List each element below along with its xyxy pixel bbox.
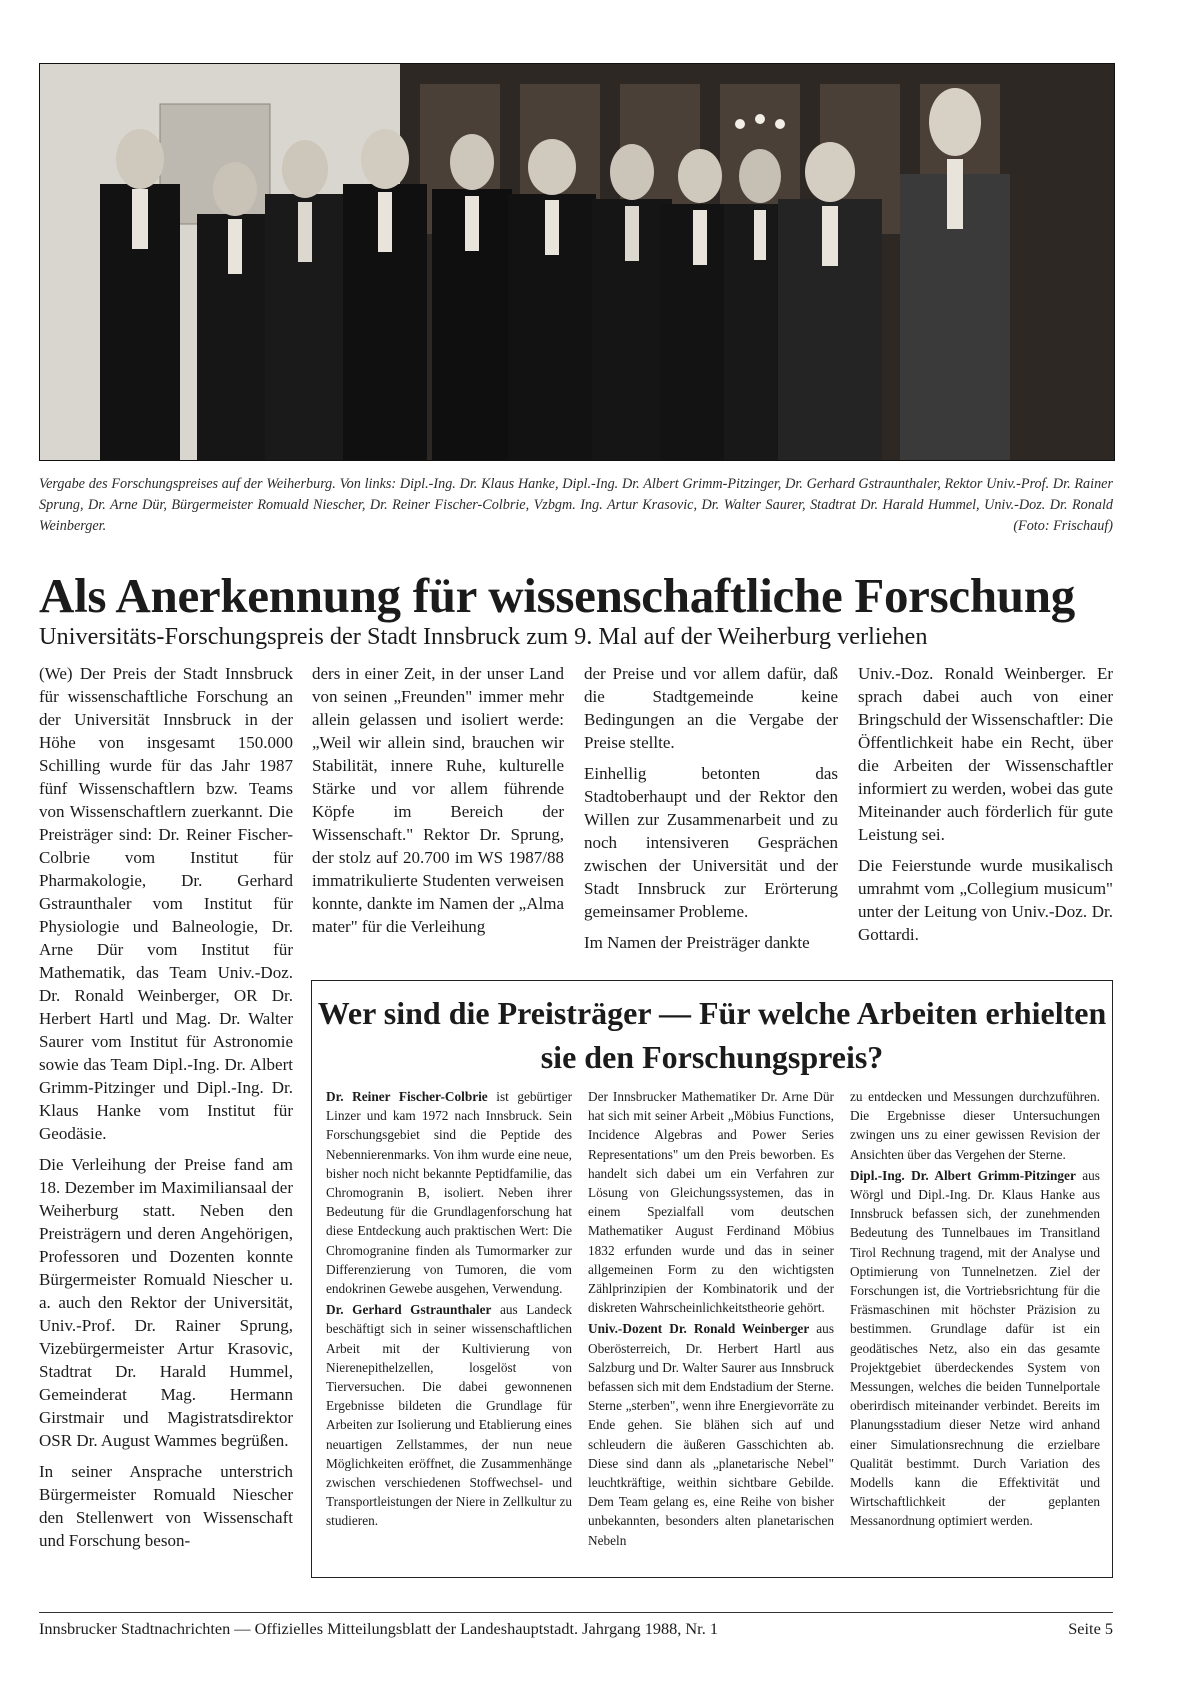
photo-caption — [39, 474, 1113, 537]
article-paragraph: Im Namen der Preisträger dankte — [584, 933, 810, 952]
box-column-1 — [326, 1087, 572, 1533]
article-paragraph: (We) Der Preis der Stadt Innsbruck für wissenschaftliche Forschung an der Universität Innsbruck in der Höhe von insgesamt 150.000 Schilling wurde für das Jahr 1987 fünf Wissenschaftlern bzw. Teams von Wissenschaftlern zuerkannt. Die Preisträger sind: Dr. Reiner Fischer-Colbrie vom Institut für Pharmakologie, Dr. Gerhard Gstraunthaler vom Institut für Physiologie und Balneologie, Dr. Arne Dür vom Institut für Mathematik, das Team Univ.-Doz. Dr. Ronald Weinberger, OR Dr. Herbert Hartl und Mag. Dr. Walter Saurer vom Institut für Astronomie sowie das Team Dipl.-Ing. Dr. Albert Grimm-Pitzinger und Dipl.-Ing. Dr. Klaus Hanke vom Institut für Geodäsie. — [39, 664, 293, 1143]
box-text: ist gebürtiger Linzer und kam 1972 nach Innsbruck. Sein Forschungsgebiet sind die Peptide des Nebennierenmarks. Von ihm wurde eine neue, bisher noch nicht bekannte Peptidfamilie, das Chromogranin B, isoliert. Neben ihrer Bedeutung für die Grundlagenforschung hat diese Entdeckung auch praktischen Wert: Die Chromogranine finden als Tumormarker zur Differenzierung von Tumoren, die vom endokrinen Gewebe ausgehen, Verwendung. — [326, 1089, 573, 1297]
box-lead: Univ.-Dozent Dr. Ronald Weinberger — [588, 1321, 810, 1337]
box-paragraph — [326, 1087, 572, 1298]
box-column-3 — [850, 1087, 1100, 1533]
article-column-1 — [39, 662, 293, 1560]
group-photo-illustration — [40, 64, 1114, 460]
box-paragraph — [850, 1166, 1100, 1531]
box-text: aus Wörgl und Dipl.-Ing. Dr. Klaus Hanke aus Innsbruck befassen sich, der zunehmenden Bedeutung des Tunnelbaues im Transitland Tirol Rechnung tragend, mit der Analyse und Optimierung von Tunnelnetzen. Ziel der Forschungen ist, die Vortriebsrichtung für die Fräsmaschinen mit höchster Präzision zu bestimmen. Grundlage dafür ist ein geodätisches Netz, also ein das gesamte Projektgebiet überdeckendes System von Messungen, welches die beiden Tunnelportale oberirdisch miteinander verbindet. Bereits im Planungsstadium dieser Netze wird anhand einer Simulationsrechnung die erzielbare Qualität bestimmt. Durch Variation des Modells kann die Effektivität und Wirtschaftlichkeit der geplanten Messanordnung optimiert werden. — [850, 1167, 1100, 1529]
article-subheadline: Universitäts-Forschungspreis der Stadt Innsbruck zum 9. Mal auf der Weiherburg verliehen — [39, 623, 928, 650]
article-column-2 — [312, 662, 564, 946]
article-headline: Als Anerkennung für wissenschaftliche Forschung — [39, 568, 1075, 623]
box-title: Wer sind die Preisträger — Für welche Arbeiten erhielten sie den Forschungspreis? — [317, 995, 1107, 1075]
photo-credit: (Foto: Frischauf) — [1013, 518, 1113, 534]
article-paragraph: der Preise und vor allem dafür, daß die Stadtgemeinde keine Bedingungen an die Vergabe der Preise stellte. — [584, 664, 838, 752]
article-paragraph: Univ.-Doz. Ronald Weinberger. Er sprach dabei auch von einer Bringschuld der Wissenschaftler: Die Öffentlichkeit habe ein Recht, über die Arbeiten der Wissenschaftler informiert zu werden, wobei das gute Miteinander auch förderlich für gute Leistung sei. — [858, 664, 1113, 844]
box-text: aus Landeck beschäftigt sich in seiner wissenschaftlichen Arbeit mit der Kultivierung von Nierenepithelzellen, losgelöst von Tierversuchen. Die dabei gewonnenen Ergebnisse bildeten die Grundlage für Arbeiten zur Isolierung und Etablierung eines neuartigen Zellstammes, der nun neue Möglichkeiten eröffnet, die Zusammenhänge zwischen verschiedenen Stoffwechsel- und Transportleistungen der Niere in Zellkultur zu studieren. — [326, 1302, 572, 1529]
box-paragraph — [326, 1300, 572, 1530]
article-column-4 — [858, 662, 1113, 954]
box-text: aus Oberösterreich, Dr. Herbert Hartl aus Salzburg und Dr. Walter Saurer aus Innsbruck befassen sich mit dem Endstadium der Sterne. Sterne „sterben", wenn ihre Energievorräte zu Ende gehen. Sie blähen sich auf und schleudern die äußeren Gasschichten ab. Diese sind dann als „planetarische Nebel" leuchtkräftige, weithin sichtbare Gebilde. Dem Team gelang es, eine Reihe von bisher unbekannten, besonders alten planetarischen Nebeln — [588, 1321, 834, 1548]
prize-winners-box — [311, 980, 1113, 1578]
box-paragraph — [850, 1087, 1100, 1164]
box-paragraph — [588, 1319, 834, 1549]
group-photo — [39, 63, 1115, 461]
box-text: Der Innsbrucker Mathematiker Dr. Arne Dür hat sich mit seiner Arbeit „Möbius Functions, Incidence Algebras and Power Series Representations" um den Preis beworben. Es handelt sich dabei um ein Verfahren zur Lösung von Gleichungssystemen, das in einem Spezialfall vom deutschen Mathematiker August Ferdinand Möbius 1832 erfunden wurde und das in seiner allgemeinen Form zu den wichtigsten Zählprinzipien der Kombinatorik und der diskreten Wahrscheinlichkeitstheorie gehört. — [588, 1089, 834, 1316]
box-column-2 — [588, 1087, 834, 1552]
article-paragraph: In seiner Ansprache unterstrich Bürgermeister Romuald Niescher den Stellenwert von Wissenschaft und Forschung beson- — [39, 1462, 293, 1550]
article-paragraph: Die Feierstunde wurde musikalisch umrahmt vom „Collegium musicum" unter der Leitung von Univ.-Doz. Dr. Gottardi. — [858, 856, 1113, 944]
box-lead: Dr. Reiner Fischer-Colbrie — [326, 1089, 488, 1104]
box-paragraph — [588, 1087, 834, 1317]
publication-line: Innsbrucker Stadtnachrichten — Offizielles Mitteilungsblatt der Landeshauptstadt. Jahrgang 1988, Nr. 1 — [39, 1619, 718, 1638]
article-paragraph: Die Verleihung der Preise fand am 18. Dezember im Maximiliansaal der Weiherburg statt. Neben den Preisträgern und deren Angehörigen, Professoren und Dozenten konnte Bürgermeister Romuald Niescher u. a. auch den Rektor der Universität, Univ.-Prof. Dr. Rainer Sprung, Vizebürgermeister Artur Krasovic, Stadtrat Dr. Harald Hummel, Gemeinderat Mag. Hermann Girstmair und Magistratsdirektor OSR Dr. August Wammes begrüßen. — [39, 1155, 293, 1450]
box-lead: Dipl.-Ing. Dr. Albert Grimm-Pitzinger — [850, 1167, 1076, 1183]
box-text: zu entdecken und Messungen durchzuführen. Die Ergebnisse dieser Untersuchungen zwingen uns zu einer gewissen Revision der Ansichten über das Vergehen der Sterne. — [850, 1089, 1100, 1162]
article-column-3 — [584, 662, 838, 962]
caption-text: Vergabe des Forschungspreises auf der Weiherburg. Von links: Dipl.-Ing. Dr. Klaus Hanke, Dipl.-Ing. Dr. Albert Grimm-Pitzinger, Dr. Gerhard Gstraunthaler, Rektor Univ.-Prof. Dr. Rainer Sprung, Dr. Arne Dür, Bürgermeister Romuald Niescher, Dr. Reiner Fischer-Colbrie, Vzbgm. Ing. Artur Krasovic, Dr. Walter Saurer, Stadtrat Dr. Harald Hummel, Univ.-Doz. Dr. Ronald Weinberger. — [39, 476, 1113, 534]
page-footer — [39, 1612, 1113, 1640]
page-number: Seite 5 — [1068, 1619, 1113, 1638]
box-lead: Dr. Gerhard Gstraunthaler — [326, 1302, 492, 1318]
article-paragraph: ders in einer Zeit, in der unser Land von seinen „Freunden" immer mehr allein gelassen und isoliert werde: „Weil wir allein sind, brauchen wir Stabilität, innere Ruhe, kulturelle Stärke und vor allem führende Köpfe im Bereich der Wissenschaft." Rektor Dr. Sprung, der stolz auf 20.700 im WS 1987/88 immatrikulierte Studenten verweisen konnte, dankte im Namen der „Alma mater" für die Verleihung — [312, 664, 564, 936]
article-paragraph: Einhellig betonten das Stadtoberhaupt und der Rektor den Willen zur Zusammenarbeit und zu noch intensiveren Gesprächen zwischen der Universität und der Stadt Innsbruck zur Erörterung gemeinsamer Probleme. — [584, 764, 838, 921]
